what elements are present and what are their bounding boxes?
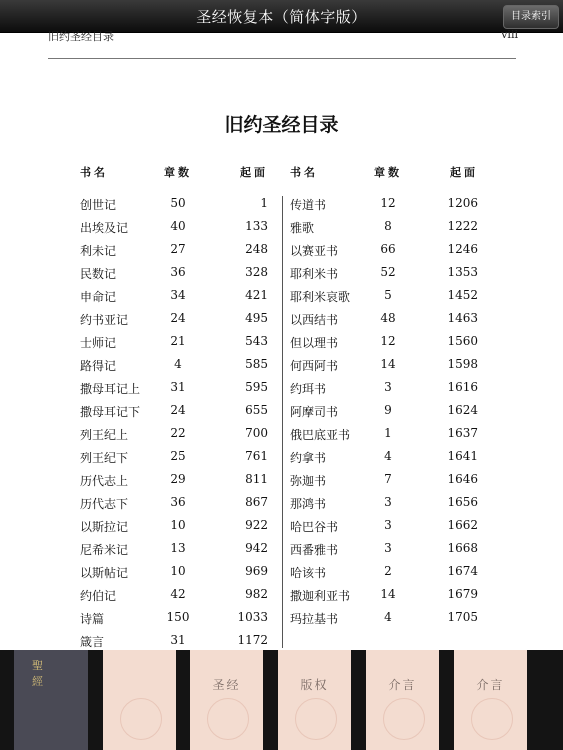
chapter-count: 24: [170, 311, 186, 325]
start-page: 982: [245, 587, 268, 601]
start-page: 942: [245, 541, 268, 555]
book-name: 列王纪上: [80, 428, 129, 442]
start-page: 495: [245, 311, 268, 325]
header-name: 书名: [290, 166, 318, 179]
book-name: 阿摩司书: [290, 405, 339, 419]
book-name: 撒迦利亚书: [290, 589, 351, 603]
book-cover[interactable]: [103, 650, 176, 750]
toc-row[interactable]: [290, 495, 495, 518]
start-page: 1463: [447, 311, 478, 325]
book-name: 何西阿书: [290, 359, 339, 373]
table-header: [290, 164, 495, 196]
chapter-count: 8: [384, 219, 392, 233]
start-page: 811: [245, 472, 268, 486]
book-spine: [263, 650, 278, 750]
chapter-count: 36: [170, 265, 186, 279]
toc-row[interactable]: [290, 242, 495, 265]
book-name: 历代志下: [80, 497, 129, 511]
toc-row[interactable]: [80, 426, 285, 449]
header-chapters: 章数: [374, 166, 402, 179]
book-name: 利未记: [80, 244, 117, 258]
book-name: 约伯记: [80, 589, 117, 603]
toc-row[interactable]: [290, 449, 495, 472]
book-name: 约珥书: [290, 382, 327, 396]
book-name: 民数记: [80, 267, 117, 281]
toc-row[interactable]: [290, 311, 495, 334]
chapter-count: 3: [384, 380, 392, 394]
chapter-count: 36: [170, 495, 186, 509]
chapter-count: 3: [384, 541, 392, 555]
chapter-count: 4: [174, 357, 182, 371]
emblem-icon: [383, 698, 425, 740]
toc-row[interactable]: [290, 541, 495, 564]
chapter-count: 4: [384, 610, 392, 624]
start-page: 1172: [237, 633, 268, 647]
chapter-count: 10: [170, 564, 186, 578]
book-name: 玛拉基书: [290, 612, 339, 626]
chapter-count: 3: [384, 495, 392, 509]
toc-row[interactable]: [80, 380, 285, 403]
toc-row[interactable]: [80, 334, 285, 357]
table-header: [80, 164, 285, 196]
start-page: 1705: [447, 610, 478, 624]
toc-row[interactable]: [80, 357, 285, 380]
start-page: 1679: [447, 587, 478, 601]
start-page: 1668: [447, 541, 478, 555]
header-name: 书名: [80, 166, 108, 179]
book-name: 约书亚记: [80, 313, 129, 327]
start-page: 1674: [447, 564, 478, 578]
start-page: 1616: [447, 380, 478, 394]
toc-row[interactable]: [290, 472, 495, 495]
toc-row[interactable]: [290, 380, 495, 403]
start-page: 922: [245, 518, 268, 532]
book-name: 出埃及记: [80, 221, 129, 235]
chapter-count: 24: [170, 403, 186, 417]
book-name: 弥迦书: [290, 474, 327, 488]
start-page: 1: [260, 196, 268, 210]
book-name: 约拿书: [290, 451, 327, 465]
book-name: 以赛亚书: [290, 244, 339, 258]
toc-row[interactable]: [80, 403, 285, 426]
book-cover[interactable]: [278, 650, 351, 750]
header-rule: [48, 58, 516, 59]
start-page: 1246: [447, 242, 478, 256]
start-page: 585: [245, 357, 268, 371]
toc-row[interactable]: [290, 334, 495, 357]
book-name: 哈该书: [290, 566, 327, 580]
chapter-count: 48: [380, 311, 396, 325]
chapter-count: 31: [170, 380, 186, 394]
book-cover[interactable]: [190, 650, 263, 750]
toc-row[interactable]: [80, 564, 285, 587]
chapter-count: 42: [170, 587, 186, 601]
toc-row[interactable]: [80, 587, 285, 610]
chapter-count: 66: [380, 242, 396, 256]
chapter-count: 29: [170, 472, 186, 486]
book-name: 耶利米哀歌: [290, 290, 351, 304]
book-name: 但以理书: [290, 336, 339, 350]
index-button[interactable]: 目录索引: [503, 5, 559, 29]
book-spine: [0, 650, 14, 750]
chapter-count: 12: [380, 334, 396, 348]
book-shelf: [0, 650, 563, 750]
book-name: 哈巴谷书: [290, 520, 339, 534]
book-name: 撒母耳记上: [80, 382, 141, 396]
chapter-count: 14: [380, 587, 396, 601]
start-page: 595: [245, 380, 268, 394]
chapter-count: 12: [380, 196, 396, 210]
toc-row[interactable]: [80, 610, 285, 633]
toc-row[interactable]: [290, 403, 495, 426]
book-name: 列王纪下: [80, 451, 129, 465]
book-spine: [543, 650, 563, 750]
book-cover-label: 介言: [476, 678, 505, 692]
start-page: 328: [245, 265, 268, 279]
book-cover-label: 版权: [300, 678, 329, 692]
chapter-count: 25: [170, 449, 186, 463]
chapter-count: 31: [170, 633, 186, 647]
start-page: 1353: [447, 265, 478, 279]
book-spine: [351, 650, 366, 750]
toc-row[interactable]: [80, 311, 285, 334]
toc-row[interactable]: [290, 518, 495, 541]
chapter-count: 34: [170, 288, 186, 302]
book-name: 传道书: [290, 198, 327, 212]
start-page: 248: [245, 242, 268, 256]
chapter-count: 4: [384, 449, 392, 463]
chapter-count: 7: [384, 472, 392, 486]
book-name: 以斯拉记: [80, 520, 129, 534]
chapter-count: 150: [166, 610, 190, 624]
book-name: 以斯帖记: [80, 566, 129, 580]
toc-row[interactable]: [80, 242, 285, 265]
start-page: 1033: [237, 610, 268, 624]
start-page: 1452: [447, 288, 478, 302]
book-spine: [88, 650, 103, 750]
toc-row[interactable]: [80, 541, 285, 564]
toc-column-left: [80, 164, 285, 656]
chapter-count: 2: [384, 564, 392, 578]
start-page: 969: [245, 564, 268, 578]
running-head-title: 旧约圣经目录: [48, 30, 114, 43]
toc-row[interactable]: [290, 265, 495, 288]
book-cover[interactable]: [366, 650, 439, 750]
page-number: viii: [501, 28, 518, 41]
toc-row[interactable]: [80, 518, 285, 541]
start-page: 655: [245, 403, 268, 417]
emblem-icon: [207, 698, 249, 740]
toc-row[interactable]: [290, 426, 495, 449]
book-name: 创世记: [80, 198, 117, 212]
toc-row[interactable]: [290, 357, 495, 380]
book-spine: [176, 650, 190, 750]
start-page: 1560: [447, 334, 478, 348]
app-title: 圣经恢复本（简体字版）: [196, 8, 367, 26]
chapter-count: 9: [384, 403, 392, 417]
start-page: 867: [245, 495, 268, 509]
chapter-count: 21: [170, 334, 186, 348]
chapter-count: 3: [384, 518, 392, 532]
book-cover[interactable]: [454, 650, 527, 750]
start-page: 133: [245, 219, 268, 233]
toc-row[interactable]: [290, 587, 495, 610]
toc-row[interactable]: [80, 265, 285, 288]
toc-row[interactable]: [80, 196, 285, 219]
emblem-icon: [471, 698, 513, 740]
start-page: 543: [245, 334, 268, 348]
toc-row[interactable]: [80, 449, 285, 472]
book-name: 雅歌: [290, 221, 315, 235]
start-page: 1624: [447, 403, 478, 417]
book-name: 箴言: [80, 635, 105, 649]
start-page: 1206: [447, 196, 478, 210]
toc-row[interactable]: [80, 288, 285, 311]
book-name: 以西结书: [290, 313, 339, 327]
header-page: 起面: [240, 166, 268, 179]
header-chapters: 章数: [164, 166, 192, 179]
book-name: 俄巴底亚书: [290, 428, 351, 442]
toc-row[interactable]: [290, 564, 495, 587]
book-name: 历代志上: [80, 474, 129, 488]
start-page: 1222: [447, 219, 478, 233]
chapter-count: 10: [170, 518, 186, 532]
toc-column-right: [290, 164, 495, 633]
start-page: 1646: [447, 472, 478, 486]
chapter-count: 27: [170, 242, 186, 256]
start-page: 421: [245, 288, 268, 302]
chapter-count: 5: [384, 288, 392, 302]
chapter-count: 1: [384, 426, 392, 440]
book-name: 西番雅书: [290, 543, 339, 557]
column-divider: [282, 196, 283, 648]
book-spine: [527, 650, 543, 750]
emblem-icon: [295, 698, 337, 740]
start-page: 1598: [447, 357, 478, 371]
toc-row[interactable]: [290, 288, 495, 311]
book-name: 士师记: [80, 336, 117, 350]
book-name: 诗篇: [80, 612, 105, 626]
book-name: 尼希米记: [80, 543, 129, 557]
chapter-count: 50: [170, 196, 186, 210]
chapter-count: 13: [170, 541, 186, 555]
start-page: 1656: [447, 495, 478, 509]
toc-row[interactable]: [80, 495, 285, 518]
toc-row[interactable]: [290, 196, 495, 219]
toc-row[interactable]: [80, 472, 285, 495]
header-page: 起面: [450, 166, 478, 179]
emblem-icon: [120, 698, 162, 740]
book-name: 撒母耳记下: [80, 405, 141, 419]
chapter-count: 22: [170, 426, 186, 440]
start-page: 761: [245, 449, 268, 463]
book-name: 申命记: [80, 290, 117, 304]
book-name: 路得记: [80, 359, 117, 373]
toc-row[interactable]: [290, 219, 495, 242]
chapter-count: 14: [380, 357, 396, 371]
start-page: 1641: [447, 449, 478, 463]
book-cover[interactable]: [14, 650, 88, 750]
chapter-count: 52: [380, 265, 396, 279]
toc-row[interactable]: [290, 610, 495, 633]
running-head: [48, 28, 518, 44]
page-title: 旧约圣经目录: [224, 114, 339, 136]
book-cover-label: 介言: [388, 678, 417, 692]
chapter-count: 40: [170, 219, 186, 233]
toc-row[interactable]: [80, 219, 285, 242]
start-page: 700: [245, 426, 268, 440]
start-page: 1662: [447, 518, 478, 532]
book-cover-label: 圣经: [212, 678, 241, 692]
start-page: 1637: [447, 426, 478, 440]
book-name: 那鸿书: [290, 497, 327, 511]
book-name: 耶利米书: [290, 267, 339, 281]
book-spine: [439, 650, 454, 750]
book-cover-label: 聖經: [32, 659, 43, 688]
